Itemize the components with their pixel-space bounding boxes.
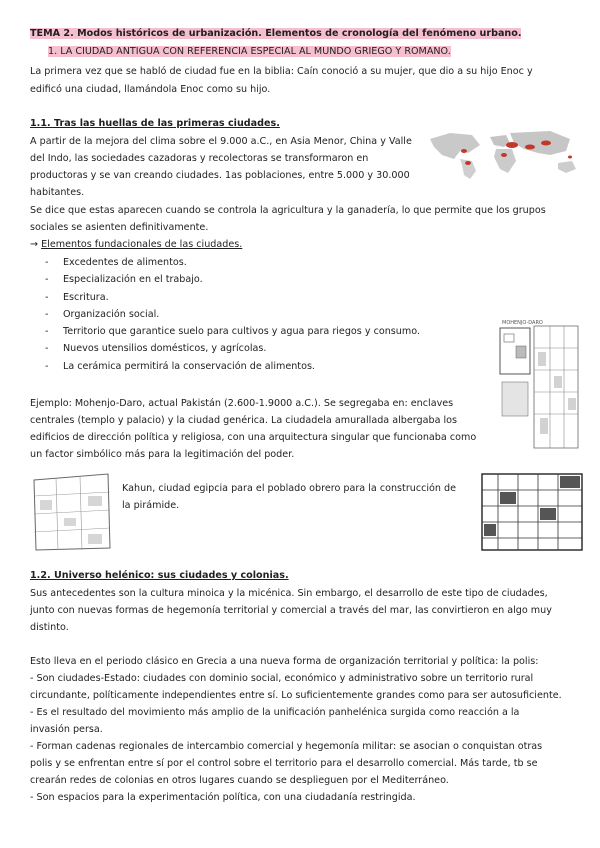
section-1-heading: 1. LA CIUDAD ANTIGUA CON REFERENCIA ESPECIAL AL MUNDO GRIEGO Y ROMANO. <box>48 46 451 57</box>
world-map-image <box>420 125 588 181</box>
elements-list <box>45 254 420 375</box>
s12-para2-line: invasión persa. <box>30 724 103 735</box>
kahun-plan-image <box>30 470 114 554</box>
elements-heading <box>30 239 242 251</box>
s12-para2-line: - Son espacios para la experimentación política, con una ciudadanía restringida. <box>30 792 416 803</box>
list-item: - Excedentes de alimentos. <box>45 257 187 268</box>
s11-para-line: habitantes. <box>30 187 85 198</box>
kahun-caption-line: la pirámide. <box>122 500 180 511</box>
list-item: - Especialización en el trabajo. <box>45 274 203 286</box>
s11-para-line: productoras y se van creando ciudades. 1as poblaciones, entre 5.000 y 30.000 <box>30 170 410 181</box>
list-item: - Territorio que garantice suelo para cultivos y agua para riegos y consumo. <box>45 326 420 338</box>
example-line: Ejemplo: Mohenjo-Daro, actual Pakistán (2.600-1.9000 a.C.). Se segregaba en: enclaves <box>30 398 454 409</box>
s12-para1-line: junto con nuevas formas de hegemonía territorial y comercial a través del mar, las convirtieron en algo muy <box>30 605 552 616</box>
example-line: edificios de dirección política y religiosa, con una arquitectura singular que funcionaba como <box>30 432 477 443</box>
list-item: - Nuevos utensilios domésticos, y agrícolas. <box>45 343 267 355</box>
list-item: - La cerámica permitirá la conservación de alimentos. <box>45 360 315 372</box>
s12-para2-line: circundante, políticamente independientes entre sí. Lo suficientemente grandes como para ser autosuficiente. <box>30 690 562 701</box>
list-item: - Organización social. <box>45 308 160 320</box>
s12-para2-line: polis y se enfrentan entre sí por el control sobre el territorio para el desarrollo comercial. Más tarde, tb se <box>30 758 538 769</box>
s11-para-line: Se dice que estas aparecen cuando se controla la agricultura y la ganadería, lo que permite que los grupos <box>30 205 546 216</box>
intro-line-1: La primera vez que se habló de ciudad fue en la biblia: Caín conoció a su mujer, que dio a su hijo Enoc y <box>30 66 533 77</box>
s11-para-line: sociales se asienten definitivamente. <box>30 222 209 233</box>
elements-heading-text: Elementos fundacionales de las ciudades. <box>41 239 243 250</box>
document-title: TEMA 2. Modos históricos de urbanización. Elementos de cronología del fenómeno urbano. <box>30 28 522 39</box>
section-1-1-heading: 1.1. Tras las huellas de las primeras ciudades. <box>30 118 280 129</box>
s11-para-line: del Indo, las sociedades cazadoras y recolectoras se transformaron en <box>30 153 369 164</box>
example-line: un factor simbólico más para la legitimación del poder. <box>30 449 295 460</box>
s12-para1-line: distinto. <box>30 622 69 633</box>
section-1-2-heading: 1.2. Universo helénico: sus ciudades y colonias. <box>30 570 289 581</box>
kahun-caption-line: Kahun, ciudad egipcia para el poblado obrero para la construcción de <box>122 483 457 494</box>
kahun-grid-plan-image <box>478 470 586 554</box>
list-item: - Escritura. <box>45 291 109 303</box>
intro-line-2: edificó una ciudad, llamándola Enoc como su hijo. <box>30 84 271 95</box>
s12-para2-line: - Son ciudades-Estado: ciudades con dominio social, económico y administrativo sobre un territorio rural <box>30 673 534 684</box>
s12-para2-line: - Es el resultado del movimiento más amplio de la unificación panhelénica surgida como reacción a la <box>30 707 520 718</box>
mohenjo-daro-plan-image <box>494 318 584 456</box>
example-line: centrales (templo y palacio) y la ciudad genérica. La ciudadela amurallada albergaba los <box>30 415 458 426</box>
s12-para1-line: Sus antecedentes son la cultura minoica y la micénica. Sin embargo, el desarrollo de este tipo de ciudades, <box>30 588 548 599</box>
s12-para2-line: crearán redes de colonias en otros lugares cuando se desplieguen por el Mediterráneo. <box>30 775 449 786</box>
s12-para2-line: Esto lleva en el periodo clásico en Grecia a una nueva forma de organización territorial y política: la polis: <box>30 656 539 667</box>
arrow-icon: → <box>30 239 39 250</box>
s12-para2-line: - Forman cadenas regionales de intercambio comercial y hegemonía militar: se asocian o conquistan otras <box>30 741 543 752</box>
svg-text:MOHENJO-DARO: MOHENJO-DARO <box>502 320 543 326</box>
s11-para-line: A partir de la mejora del clima sobre el 9.000 a.C., en Asia Menor, China y Valle <box>30 136 412 147</box>
